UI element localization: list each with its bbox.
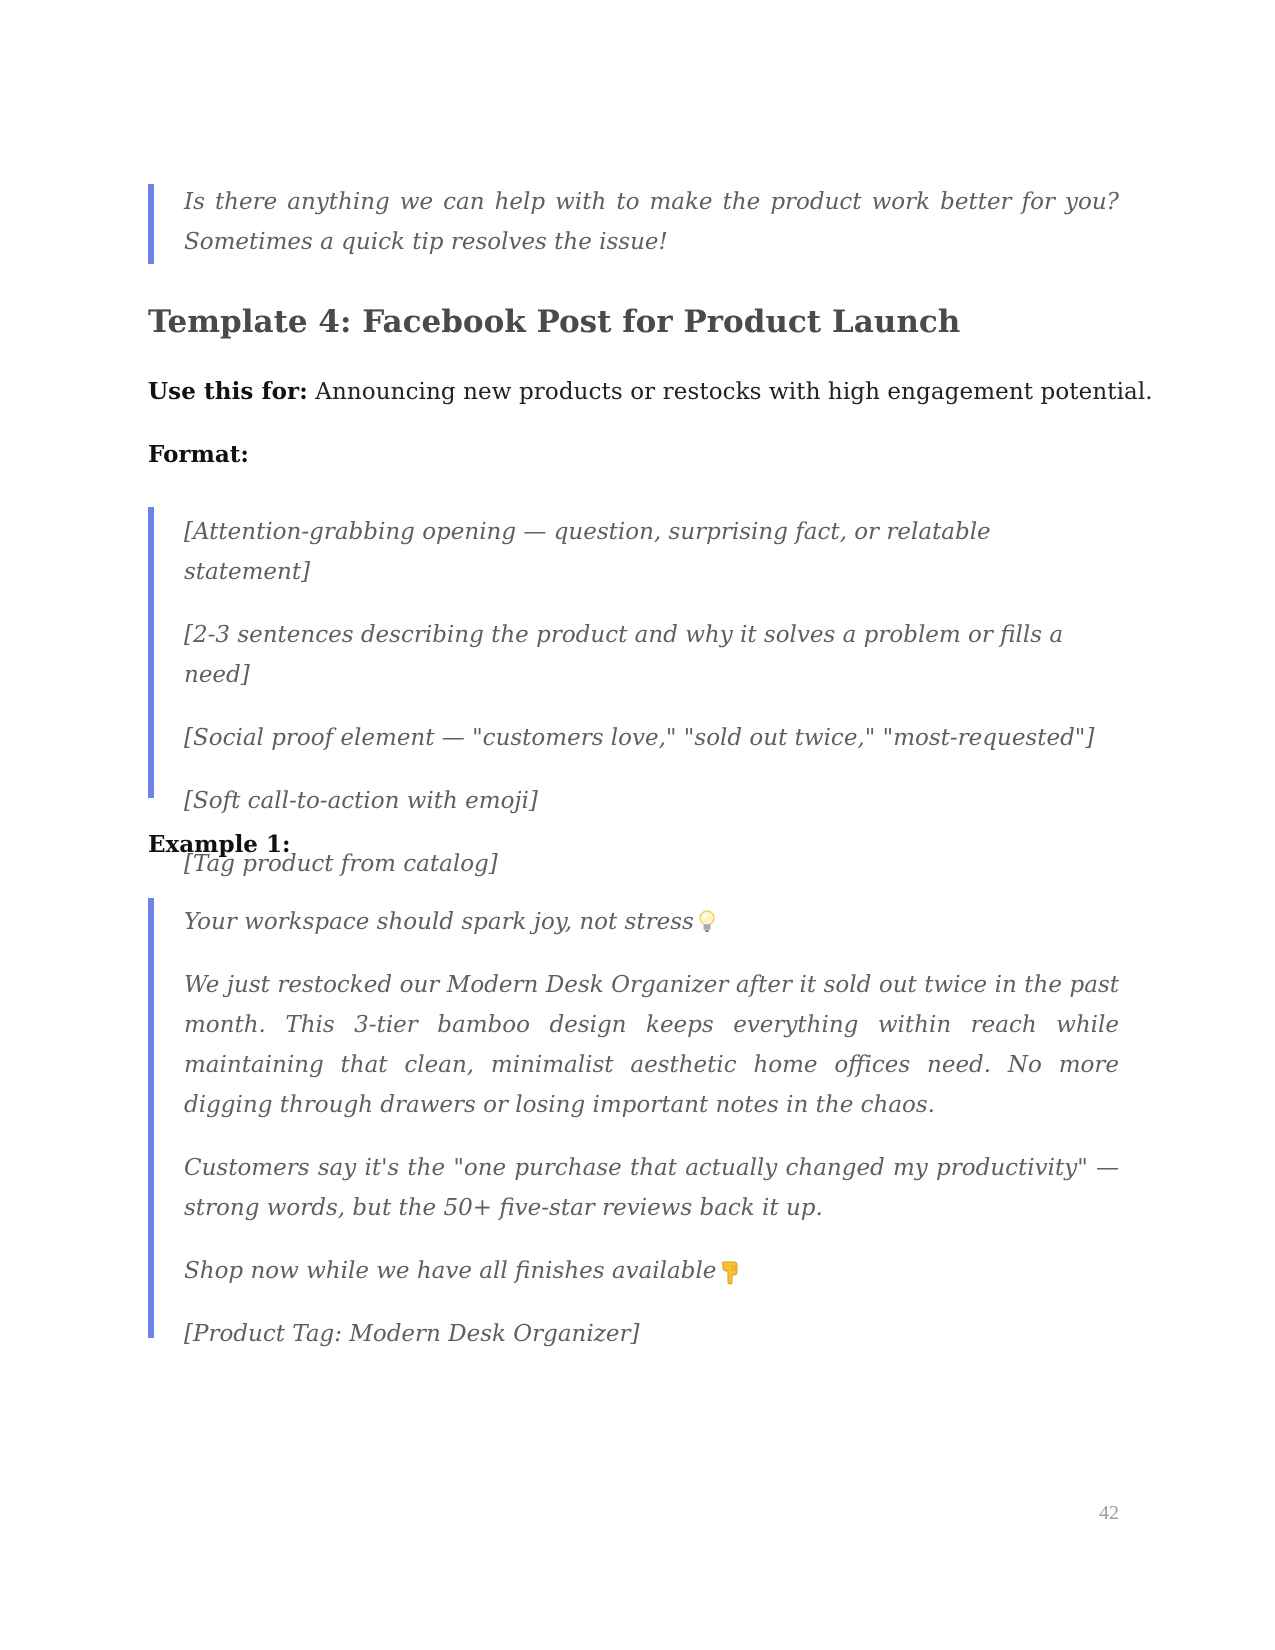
document-page: [148, 0, 1153, 1650]
example-product-tag: [Product Tag: Modern Desk Organizer]: [184, 1321, 640, 1347]
example-body: We just restocked our Modern Desk Organizer after it sold out twice in the past month. This 3-tier bamboo design keeps everything within reach while maintaining that clean, minimalist aesthetic home offices need. No more digging through drawers or losing important notes in the chaos.: [184, 972, 1119, 1118]
tip-text: Is there anything we can help with to make the product work better for you? Sometimes a quick tip resolves the issue!: [184, 189, 1119, 255]
example-cta-text: Shop now while we have all finishes available: [184, 1258, 717, 1284]
example-opening: [184, 902, 1119, 942]
light-bulb-icon: [698, 910, 716, 936]
format-line-description: [2-3 sentences describing the product and why it solves a problem or fills a need]: [184, 622, 1064, 688]
format-line-opening: [Attention-grabbing opening — question, surprising fact, or relatable statement]: [184, 519, 991, 585]
use-this-for-label: Use this for:: [148, 378, 308, 405]
example-label: Example 1:: [148, 831, 291, 858]
example-opening-text: Your workspace should spark joy, not stress: [184, 909, 694, 935]
use-this-for-text: Announcing new products or restocks with high engagement potential.: [307, 379, 1153, 405]
example-social-proof: Customers say it's the "one purchase that actually changed my productivity" — strong words, but the 50+ five-star reviews back it up.: [184, 1155, 1119, 1221]
page-number: 42: [1099, 1502, 1119, 1524]
use-this-for-line: [148, 378, 1153, 405]
section-heading: Template 4: Facebook Post for Product Launch: [148, 304, 961, 340]
pointing-down-icon: [720, 1259, 740, 1285]
format-line-social-proof: [Social proof element — "customers love," "sold out twice," "most-requested"]: [184, 725, 1095, 751]
example-cta: [184, 1251, 1119, 1291]
format-line-tag: [Tag product from catalog]: [184, 851, 498, 877]
example-blockquote: [148, 898, 1119, 1347]
blockquote-tip: [148, 184, 1119, 264]
format-label: Format:: [148, 441, 249, 468]
format-line-cta: [Soft call-to-action with emoji]: [184, 788, 538, 814]
